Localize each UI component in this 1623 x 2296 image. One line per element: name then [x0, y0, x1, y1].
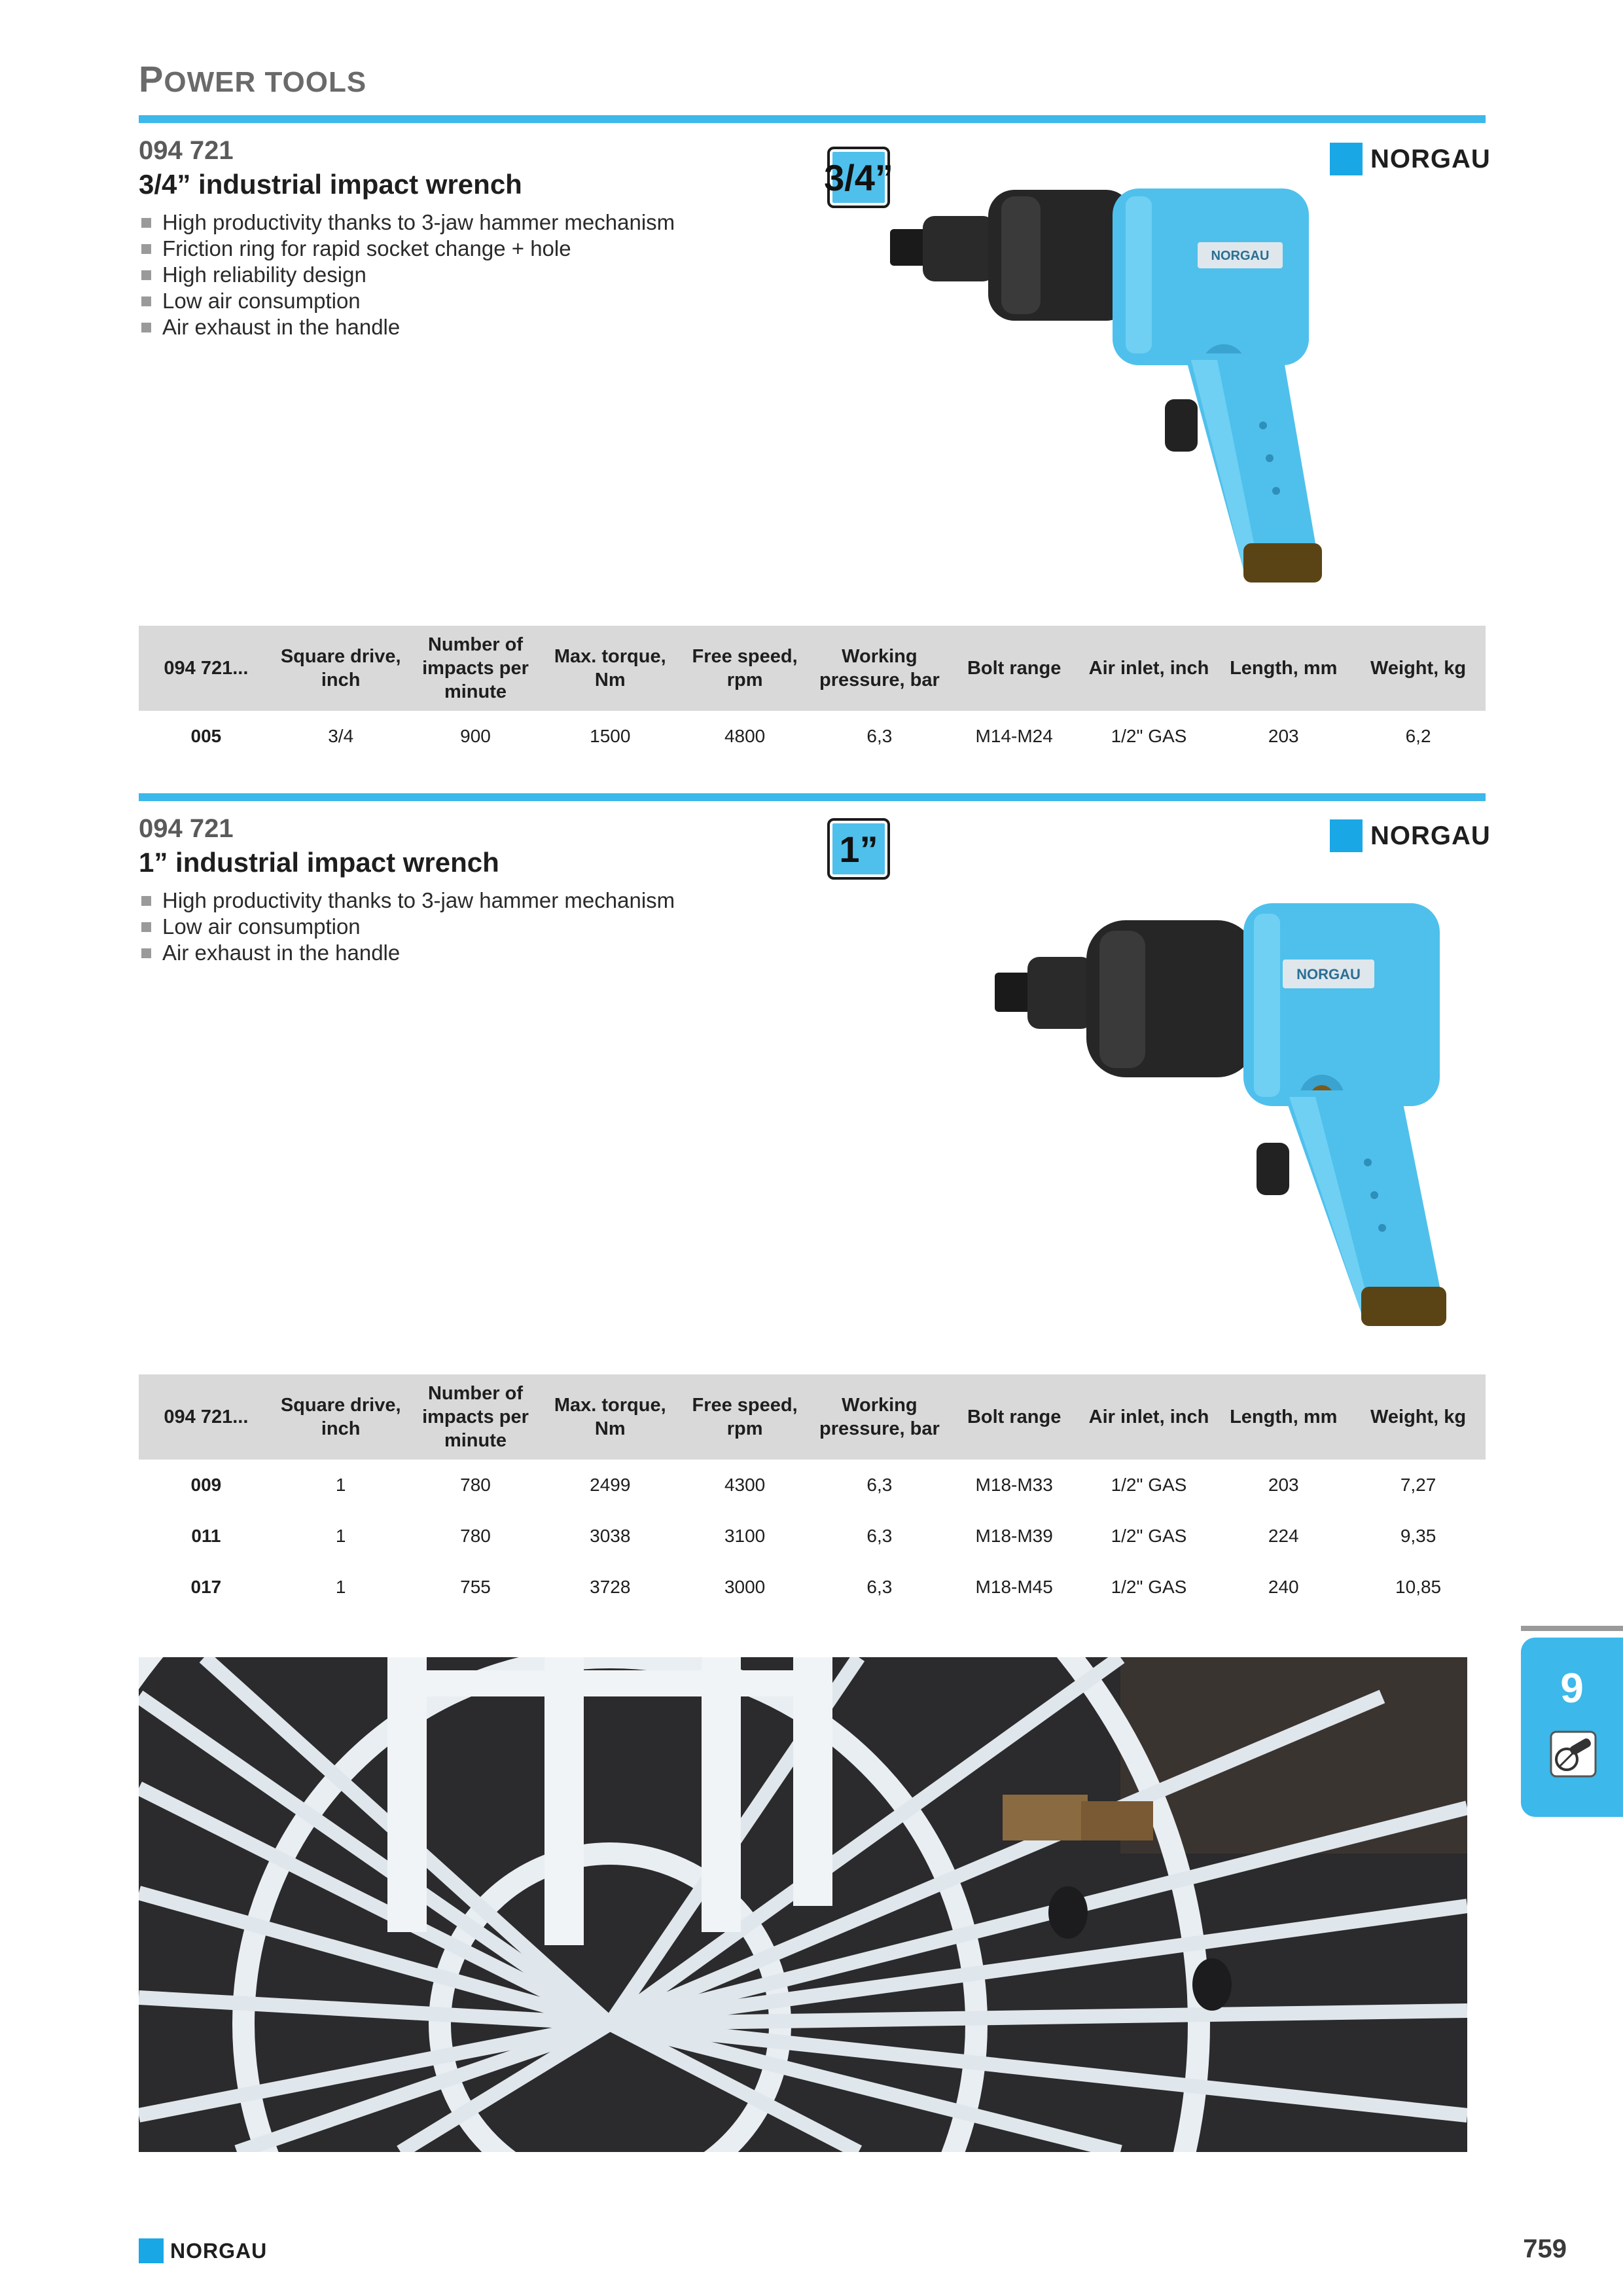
page-title — [139, 58, 366, 100]
col-header: 094 721... — [139, 626, 274, 711]
page-number: 759 — [1523, 2234, 1567, 2263]
table-cell: 6,3 — [866, 1577, 893, 1597]
section-2-size-badge — [827, 818, 890, 880]
table-cell: 1/2" GAS — [1111, 1577, 1187, 1597]
brand-name: NORGAU — [1370, 144, 1491, 173]
col-header: Number of impacts per minute — [408, 1374, 543, 1460]
table-cell: 1/2" GAS — [1111, 726, 1187, 746]
table-cell: 1 — [335, 1526, 346, 1546]
section-2-code: 094 721 — [139, 814, 234, 843]
section-2-brand — [1330, 819, 1491, 852]
col-header: Square drive, inch — [274, 626, 408, 711]
table-cell: 3100 — [724, 1526, 766, 1546]
table-header-row — [139, 626, 1486, 711]
table-cell: 9,35 — [1400, 1526, 1436, 1546]
tool-label: NORGAU — [1296, 966, 1361, 982]
table-cell: 203 — [1268, 1475, 1299, 1495]
table-cell: 3728 — [590, 1577, 631, 1597]
table-cell: M18-M39 — [975, 1526, 1053, 1546]
table-cell: 4800 — [724, 726, 766, 746]
section-1-code: 094 721 — [139, 136, 234, 165]
table-row — [139, 711, 1486, 762]
col-header: Weight, kg — [1351, 1374, 1486, 1460]
col-header: Free speed, rpm — [677, 626, 812, 711]
chapter-tab — [1521, 1638, 1623, 1817]
size-badge-label: 3/4” — [824, 156, 893, 198]
table-cell: 3/4 — [328, 726, 354, 746]
footer-brand-name: NORGAU — [170, 2238, 268, 2263]
table-cell: 7,27 — [1400, 1475, 1436, 1495]
feature-item: Air exhaust in the handle — [141, 314, 675, 340]
table-cell: 4300 — [724, 1475, 766, 1495]
col-header: Free speed, rpm — [677, 1374, 812, 1460]
impact-wrench-3-4-image — [890, 177, 1348, 602]
col-header: 094 721... — [139, 1374, 274, 1460]
col-header: Working pressure, bar — [812, 1374, 947, 1460]
table-cell: 1 — [335, 1577, 346, 1597]
page-title-rest: OWER TOOLS — [164, 66, 367, 98]
section-1-title: 3/4” industrial impact wrench — [139, 169, 522, 200]
feature-item: Friction ring for rapid socket change + hole — [141, 236, 675, 262]
table-cell: 240 — [1268, 1577, 1299, 1597]
table-cell: 1/2" GAS — [1111, 1475, 1187, 1495]
col-header: Max. torque, Nm — [543, 626, 677, 711]
table-cell: 3038 — [590, 1526, 631, 1546]
table-cell: 6,3 — [866, 1526, 893, 1546]
table-cell: 2499 — [590, 1475, 631, 1495]
table-header-row — [139, 1374, 1486, 1460]
table-cell: 1 — [335, 1475, 346, 1495]
section-2-spec-table — [139, 1374, 1486, 1613]
section-2-feature-list — [141, 888, 675, 966]
feature-item: Low air consumption — [141, 914, 675, 940]
footer-brand — [139, 2238, 267, 2263]
col-header: Air inlet, inch — [1082, 626, 1217, 711]
tool-label: NORGAU — [1211, 249, 1270, 263]
brand-square-icon — [1330, 143, 1363, 175]
feature-item: High productivity thanks to 3-jaw hammer mechanism — [141, 209, 675, 236]
table-cell: 017 — [190, 1577, 222, 1597]
brand-name: NORGAU — [1370, 821, 1491, 850]
chapter-tab-line — [1521, 1626, 1623, 1631]
table-cell: 011 — [191, 1526, 221, 1546]
table-cell: 005 — [190, 726, 222, 746]
feature-item: Low air consumption — [141, 288, 675, 314]
section-1-brand — [1330, 143, 1491, 175]
col-header: Length, mm — [1216, 626, 1351, 711]
table-cell: 10,85 — [1395, 1577, 1442, 1597]
table-cell: M18-M33 — [975, 1475, 1053, 1495]
table-cell: M18-M45 — [975, 1577, 1053, 1597]
angle-grinder-icon — [1550, 1731, 1597, 1778]
feature-item: High productivity thanks to 3-jaw hammer mechanism — [141, 888, 675, 914]
section-2-rule — [139, 793, 1486, 801]
table-cell: 1500 — [590, 726, 631, 746]
table-cell: 224 — [1268, 1526, 1299, 1546]
table-cell: 780 — [460, 1475, 491, 1495]
table-cell: 203 — [1268, 726, 1299, 746]
col-header: Bolt range — [947, 626, 1082, 711]
brand-square-icon — [1330, 819, 1363, 852]
table-cell: 1/2" GAS — [1111, 1526, 1187, 1546]
table-cell: M14-M24 — [975, 726, 1053, 746]
col-header: Air inlet, inch — [1082, 1374, 1217, 1460]
section-1-feature-list — [141, 209, 675, 340]
table-cell: 6,2 — [1405, 726, 1431, 746]
table-cell: 755 — [460, 1577, 491, 1597]
col-header: Working pressure, bar — [812, 626, 947, 711]
impact-wrench-1-inch-image — [995, 894, 1466, 1339]
col-header: Square drive, inch — [274, 1374, 408, 1460]
col-header: Number of impacts per minute — [408, 626, 543, 711]
table-cell: 009 — [190, 1475, 222, 1495]
table-row — [139, 1562, 1486, 1613]
page-title-initial: P — [139, 58, 164, 99]
section-1-spec-table — [139, 626, 1486, 762]
col-header: Weight, kg — [1351, 626, 1486, 711]
table-row — [139, 1511, 1486, 1562]
section-2-title: 1” industrial impact wrench — [139, 847, 499, 878]
chapter-number: 9 — [1560, 1664, 1584, 1712]
col-header: Max. torque, Nm — [543, 1374, 677, 1460]
table-cell: 6,3 — [866, 1475, 893, 1495]
construction-photo — [139, 1657, 1467, 2152]
section-1-rule — [139, 115, 1486, 123]
table-cell: 900 — [460, 726, 491, 746]
table-cell: 780 — [460, 1526, 491, 1546]
size-badge-label: 1” — [839, 828, 878, 870]
table-cell: 3000 — [724, 1577, 766, 1597]
section-1-size-badge — [824, 147, 893, 208]
table-cell: 6,3 — [866, 726, 893, 746]
col-header: Length, mm — [1216, 1374, 1351, 1460]
brand-square-icon — [139, 2238, 164, 2263]
feature-item: Air exhaust in the handle — [141, 940, 675, 966]
table-row — [139, 1460, 1486, 1511]
feature-item: High reliability design — [141, 262, 675, 288]
col-header: Bolt range — [947, 1374, 1082, 1460]
